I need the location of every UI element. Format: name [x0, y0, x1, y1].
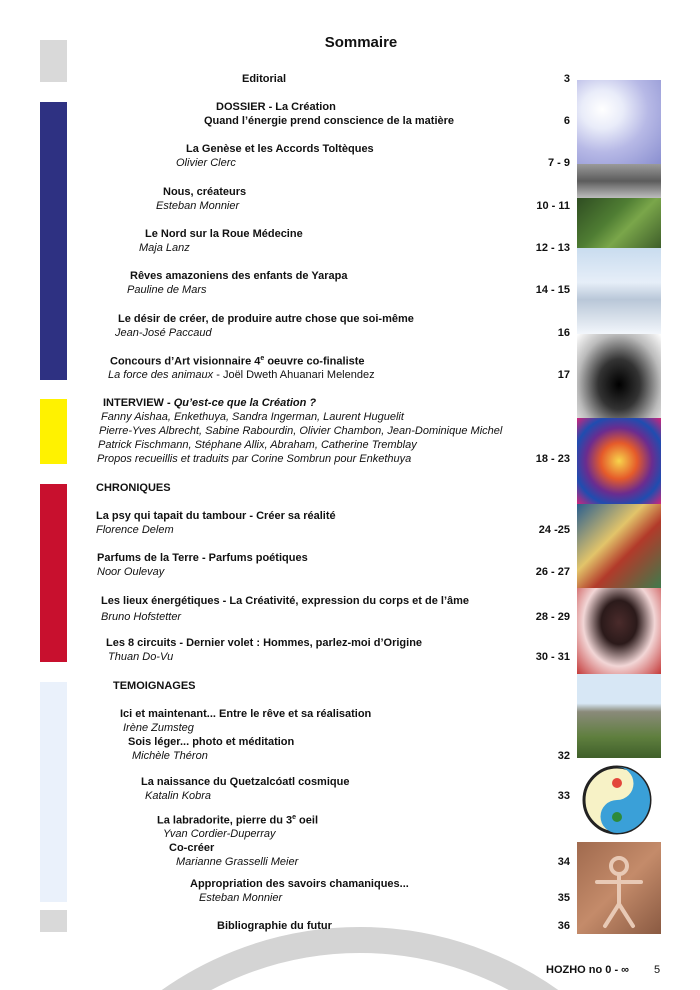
footer-page-number: 5: [654, 964, 661, 976]
psy-author: Florence Delem: [96, 524, 174, 536]
appropriation-author: Esteban Monnier: [199, 892, 283, 904]
genese-author: Olivier Clerc: [176, 157, 236, 169]
grey-bar-top: [40, 40, 67, 82]
desir-title[interactable]: Le désir de créer, de produire autre chose que soi-même: [118, 313, 414, 325]
circuits-title[interactable]: Les 8 circuits - Dernier volet : Hommes, parlez-moi d’Origine: [106, 637, 423, 649]
cocreer-page: 34: [557, 856, 570, 868]
dossier-page: 6: [563, 115, 570, 127]
image-fern: [577, 198, 661, 248]
interview-line-1: Fanny Aishaa, Enkethuya, Sandra Ingerman, Laurent Huguelit: [101, 411, 404, 423]
footer-magazine: HOZHO no 0 - ∞: [546, 964, 630, 976]
cocreer-author: Marianne Grasselli Meier: [176, 856, 299, 868]
cocreer-title[interactable]: Co-créer: [169, 842, 215, 854]
page-title: Sommaire: [324, 34, 398, 51]
nous-author: Esteban Monnier: [156, 200, 240, 212]
lieux-page: 28 - 29: [535, 611, 570, 623]
appropriation-page: 35: [557, 892, 570, 904]
dossier-subtitle[interactable]: Quand l’énergie prend conscience de la matière: [204, 115, 455, 127]
reves-author: Pauline de Mars: [127, 284, 207, 296]
psy-title[interactable]: La psy qui tapait du tambour - Créer sa réalité: [96, 510, 336, 522]
temoignages-heading: TEMOIGNAGES: [113, 680, 196, 692]
quetzalcoatl-icon: [577, 758, 661, 842]
red-bar: [40, 484, 67, 662]
nord-title[interactable]: Le Nord sur la Roue Médecine: [145, 228, 303, 240]
image-visionary-circle: [577, 418, 661, 504]
circuits-page: 30 - 31: [535, 651, 570, 663]
yellow-bar: [40, 399, 67, 464]
concours-page: 17: [557, 369, 570, 381]
naissance-author: Katalin Kobra: [145, 790, 212, 802]
psy-page: 24 -25: [538, 524, 570, 536]
genese-page: 7 - 9: [547, 157, 570, 169]
genese-title[interactable]: La Genèse et les Accords Toltèques: [186, 143, 374, 155]
parfums-author: Noor Oulevay: [97, 566, 165, 578]
image-tower-landscape: [577, 674, 661, 758]
editorial-title[interactable]: Editorial: [242, 73, 287, 85]
nord-page: 12 - 13: [535, 242, 570, 254]
blue-bar: [40, 102, 67, 380]
desir-page: 16: [557, 327, 570, 339]
interview-line-2: Pierre-Yves Albrecht, Sabine Rabourdin, Olivier Chambon, Jean-Dominique Michel: [99, 425, 503, 437]
pale-blue-bar: [40, 682, 67, 902]
interview-page: 18 - 23: [535, 453, 570, 465]
labradorite-author: Yvan Cordier-Duperray: [163, 828, 276, 840]
image-portrait: [577, 588, 661, 674]
editorial-page: 3: [563, 73, 570, 85]
image-petroglyph: [577, 842, 661, 934]
biblio-title[interactable]: Bibliographie du futur: [217, 920, 332, 932]
image-rock: [577, 164, 661, 198]
reves-page: 14 - 15: [535, 284, 570, 296]
circuits-author: Thuan Do-Vu: [108, 651, 174, 663]
lieux-author: Bruno Hofstetter: [101, 611, 182, 623]
image-quetzalcoatl-drawing: [577, 758, 661, 842]
lieux-title[interactable]: Les lieux énergétiques - La Créativité, expression du corps et de l’âme: [101, 595, 470, 607]
sois-author: Michèle Théron: [132, 750, 208, 762]
concours-author: La force des animaux - Joël Dweth Ahuanari Melendez: [108, 369, 375, 381]
nord-author: Maja Lanz: [139, 242, 190, 254]
image-sky-light: [577, 80, 661, 164]
ici-author: Irène Zumsteg: [123, 722, 194, 734]
image-black-white-art: [577, 334, 661, 418]
naissance-page: 33: [557, 790, 570, 802]
naissance-title[interactable]: La naissance du Quetzalcóatl cosmique: [141, 776, 350, 788]
parfums-title[interactable]: Parfums de la Terre - Parfums poétiques: [97, 552, 308, 564]
reves-title[interactable]: Rêves amazoniens des enfants de Yarapa: [130, 270, 348, 282]
biblio-page: 36: [557, 920, 570, 932]
nous-title[interactable]: Nous, créateurs: [163, 186, 247, 198]
labradorite-title[interactable]: La labradorite, pierre du 3e oeil: [157, 814, 319, 827]
sois-page: 32: [557, 750, 570, 762]
image-triangle-art: [577, 504, 661, 588]
interview-line-3: Patrick Fischmann, Stéphane Allix, Abraham, Catherine Tremblay: [98, 439, 417, 451]
sois-title[interactable]: Sois léger... photo et méditation: [128, 736, 295, 748]
ici-title[interactable]: Ici et maintenant... Entre le rêve et sa réalisation: [120, 708, 372, 720]
petroglyph-figure-icon: [577, 842, 661, 934]
appropriation-title[interactable]: Appropriation des savoirs chamaniques...: [190, 878, 409, 890]
parfums-page: 26 - 27: [535, 566, 570, 578]
interview-line-4: Propos recueillis et traduits par Corine Sombrun pour Enkethuya: [97, 453, 412, 465]
nous-page: 10 - 11: [536, 200, 570, 212]
chroniques-heading: CHRONIQUES: [96, 482, 171, 494]
dossier-title[interactable]: DOSSIER - La Création: [216, 101, 336, 113]
grey-bar-bottom: [40, 910, 67, 932]
concours-title[interactable]: Concours d’Art visionnaire 4e oeuvre co-finaliste: [110, 355, 365, 368]
interview-title[interactable]: INTERVIEW - Qu’est-ce que la Création ?: [103, 397, 317, 409]
desir-author: Jean-José Paccaud: [115, 327, 212, 339]
image-snowy-mountains: [577, 248, 661, 334]
